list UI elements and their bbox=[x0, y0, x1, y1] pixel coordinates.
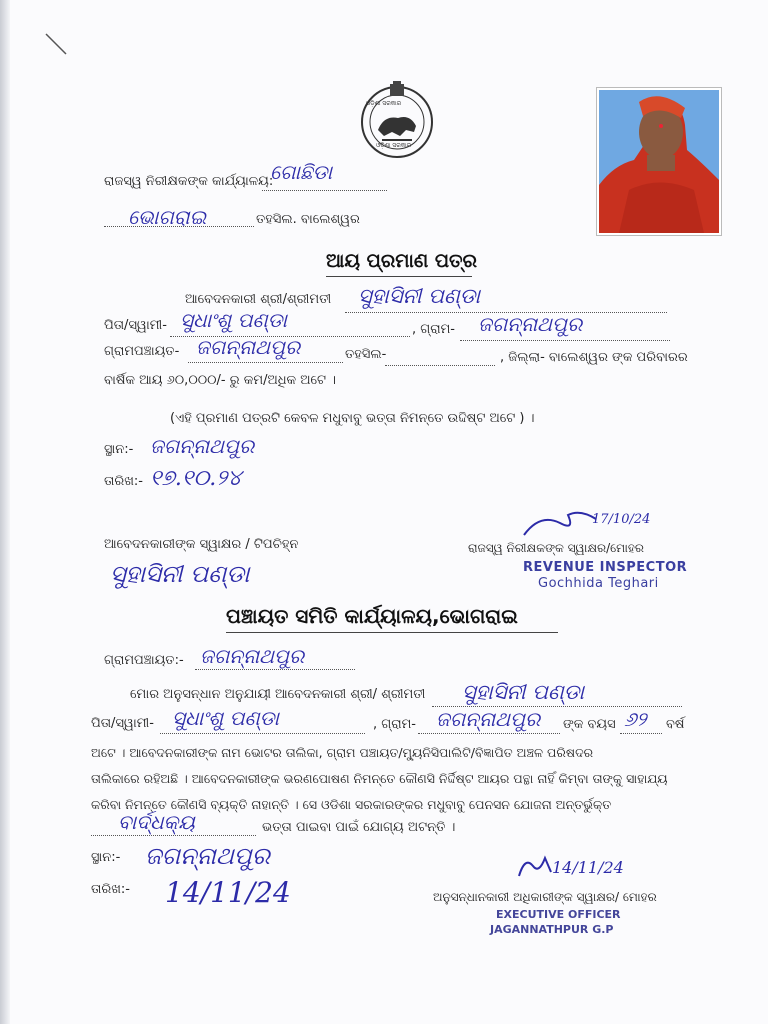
samiti-title: ପଞ୍ଚାୟତ ସମିତି କାର୍ଯ୍ୟାଳୟ,ଭୋଗରାଇ bbox=[226, 604, 518, 628]
samiti-father-label: ପିତା/ସ୍ୱାମୀ- bbox=[91, 716, 154, 731]
samiti-line3: ଅଟେ । ଆବେଦନକାରୀଙ୍କ ନାମ ଭୋଟର ତାଲିକା, ଗ୍ରାମ ପଞ୍ଚାୟତ/ମ୍ୟୁନିସିପାଲିଟି/ବିଜ୍ଞାପିତ ଅଞ୍ଚଳ ପରିଷଦର bbox=[91, 745, 594, 760]
income-text: ବାର୍ଷିକ ଆୟ ୬୦,୦୦୦/- ରୁ କମ/ଅଧିକ ଅଟେ । bbox=[104, 373, 337, 388]
gp-label: ଗ୍ରାମପଞ୍ଚାୟତ- bbox=[104, 344, 180, 359]
cert-tahasil-line bbox=[385, 365, 495, 366]
header-tahasil-label: ତହସିଲ. ବାଲେଶ୍ୱର bbox=[256, 212, 360, 227]
emblem-top-text: ଓଡ଼ିଶା ସରକାର bbox=[366, 100, 402, 107]
officer-sign-label: ଅନୁସନ୍ଧାନକାରୀ ଅଧିକାରୀଙ୍କ ସ୍ୱାକ୍ଷର/ ମୋହର bbox=[433, 890, 657, 904]
samiti-category-line bbox=[91, 835, 256, 836]
header-tahasil-value: ଭୋଗରାଇ bbox=[128, 205, 207, 229]
samiti-village-label: , ଗ୍ରାମ- bbox=[373, 717, 416, 732]
emblem-bottom-text: ଓଡ଼ିଶା ସରକାର bbox=[376, 142, 412, 149]
cert-place-label: ସ୍ଥାନ:- bbox=[104, 442, 134, 457]
samiti-applicant-value: ସୁହାସିନୀ ପଣ୍ଡା bbox=[462, 680, 585, 704]
samiti-place-label: ସ୍ଥାନ:- bbox=[91, 850, 121, 865]
samiti-age-line bbox=[620, 733, 662, 734]
samiti-father-line bbox=[160, 733, 365, 734]
samiti-title-underline bbox=[226, 632, 558, 633]
applicant-sign-label: ଆବେଦନକାରୀଙ୍କ ସ୍ୱାକ୍ଷର / ଟିପଚିହ୍ନ bbox=[104, 537, 299, 552]
applicant-photo bbox=[597, 88, 721, 235]
village-label: , ଗ୍ରାମ- bbox=[412, 322, 455, 337]
samiti-line6-end: ଭତ୍ତା ପାଇବା ପାଇଁ ଯୋଗ୍ୟ ଅଟନ୍ତି । bbox=[262, 820, 456, 835]
samiti-date-value: 14/11/24 bbox=[165, 876, 291, 909]
office-line bbox=[262, 190, 387, 191]
ri-sign-label: ରାଜସ୍ୱ ନିରୀକ୍ଷକଙ୍କ ସ୍ୱାକ୍ଷର/ମୋହର bbox=[468, 541, 644, 555]
samiti-gp-line bbox=[195, 669, 355, 670]
samiti-age-unit: ବର୍ଷ bbox=[666, 717, 685, 732]
page-edge-shadow bbox=[0, 0, 10, 1024]
samiti-line5: କରିବା ନିମନ୍ତେ କୌଣସି ବ୍ୟକ୍ତି ନାହାନ୍ତି । ସେ ଓଡିଶା ସରକାରଙ୍କର ମଧୁବାବୁ ପେନସନ ଯୋଜନା ଅନ୍ତର୍ଭୁକ୍ତ bbox=[91, 797, 612, 812]
officer-stamp-line2: JAGANNATHPUR G.P bbox=[490, 923, 614, 936]
cert-date-label: ତାରିଖ:- bbox=[104, 474, 143, 489]
gp-line bbox=[188, 362, 343, 363]
village-value: ଜଗନ୍ନାଥପୁର bbox=[478, 312, 583, 336]
samiti-age-label: ଙ୍କ ବୟସ bbox=[563, 717, 616, 732]
samiti-para-start: ମୋର ଅନୁସନ୍ଧାନ ଅନୁଯାୟୀ ଆବେଦନକାରୀ ଶ୍ରୀ/ ଶ୍ରୀମତୀ bbox=[130, 687, 426, 702]
odisha-emblem bbox=[354, 80, 440, 160]
father-label: ପିତା/ସ୍ୱାମୀ- bbox=[104, 318, 167, 333]
ri-stamp-line1: REVENUE INSPECTOR bbox=[523, 560, 688, 575]
cert-tahasil-label: ତହସିଲ- bbox=[345, 347, 387, 362]
district-text: , ଜିଲ୍ଲା- ବାଲେଶ୍ୱର ଙ୍କ ପରିବାରର bbox=[500, 350, 688, 365]
office-value: ଗୋଛିଡା bbox=[270, 160, 332, 184]
officer-sign-date: 14/11/24 bbox=[552, 858, 624, 877]
certificate-title: ଆୟ ପ୍ରମାଣ ପତ୍ର bbox=[326, 250, 477, 272]
pen-mark bbox=[42, 30, 72, 60]
samiti-age-value: ୬୨ bbox=[624, 707, 647, 731]
samiti-village-line bbox=[418, 733, 560, 734]
applicant-label: ଆବେଦନକାରୀ ଶ୍ରୀ/ଶ୍ରୀମତୀ bbox=[185, 292, 332, 307]
officer-stamp-line1: EXECUTIVE OFFICER bbox=[496, 908, 621, 921]
samiti-category-value: ବାର୍ଦ୍ଧକ୍ୟ bbox=[118, 810, 195, 834]
ri-signature-scribble bbox=[520, 505, 600, 545]
ri-stamp-line2: Gochhida Teghari bbox=[538, 576, 659, 591]
title-underline bbox=[326, 276, 472, 277]
applicant-value: ସୁହାସିନୀ ପଣ୍ଡା bbox=[358, 284, 481, 308]
officer-signature-scribble bbox=[515, 852, 555, 882]
samiti-date-label: ତାରିଖ:- bbox=[91, 882, 130, 897]
samiti-place-value: ଜଗନ୍ନାଥପୁର bbox=[145, 842, 270, 870]
samiti-village-value: ଜଗନ୍ନାଥପୁର bbox=[436, 707, 541, 731]
gp-value: ଜଗନ୍ନାଥପୁର bbox=[196, 335, 301, 359]
ri-sign-date: 17/10/24 bbox=[592, 512, 651, 527]
village-line bbox=[460, 340, 670, 341]
applicant-signature: ସୁହାସିନୀ ପଣ୍ଡା bbox=[110, 560, 250, 588]
samiti-gp-label: ଗ୍ରାମପଞ୍ଚାୟତ:- bbox=[104, 653, 184, 668]
father-value: ସୁଧାଂଶୁ ପଣ୍ଡା bbox=[180, 308, 287, 332]
samiti-gp-value: ଜଗନ୍ନାଥପୁର bbox=[200, 644, 305, 668]
samiti-father-value: ସୁଧାଂଶୁ ପଣ୍ଡା bbox=[172, 706, 279, 730]
cert-place-value: ଜଗନ୍ନାଥପୁର bbox=[150, 434, 255, 458]
office-label: ରାଜସ୍ୱ ନିରୀକ୍ଷକଙ୍କ କାର୍ଯ୍ୟାଳୟ: bbox=[104, 174, 274, 189]
samiti-line4: ତାଲିକାରେ ରହିଅଛି । ଆବେଦନକାରୀଙ୍କ ଭରଣପୋଷଣ ନିମନ୍ତେ କୌଣସି ନିର୍ଦ୍ଦିଷ୍ଟ ଆୟର ପନ୍ଥା ନାହିଁ କିମ୍ବା ତାଙ୍କୁ ସାହାଯ୍ୟ bbox=[91, 771, 668, 786]
purpose-note: (ଏହି ପ୍ରମାଣ ପତ୍ରଟି କେବଳ ମଧୁବାବୁ ଭତ୍ତା ନିମନ୍ତେ ଉଦ୍ଦିଷ୍ଟ ଅଟେ ) । bbox=[170, 411, 535, 426]
cert-date-value: ୧୭.୧୦.୨୪ bbox=[150, 466, 242, 491]
